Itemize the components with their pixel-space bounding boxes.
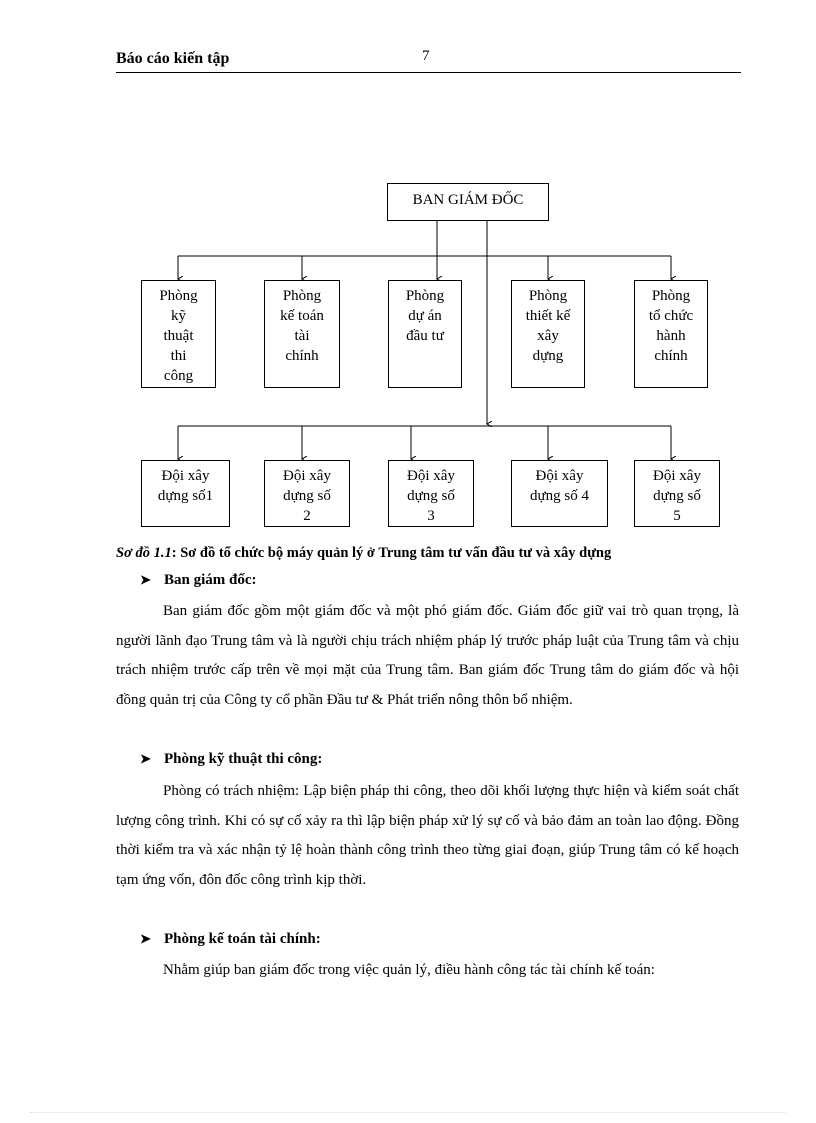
section-paragraph-construction-engineering: Phòng có trách nhiệm: Lập biện pháp thi công, theo dõi khối lượng thực hiện và kiểm soát chất lượng công trình. Khi có sự cố xảy ra thì lập biện pháp xử lý sự cố và bảo đảm an toàn lao động. Đồng thời kiểm tra và xác nhận tỷ lệ hoàn thành công trình theo từng giai đoạn, giúp Trung tâm có kế hoạch tạm ứng vốn, đôn đốc công trình kịp thời. — [116, 783, 739, 888]
team-box-4: Đội xây dựng số 4 — [511, 460, 608, 527]
dept-box-investment-projects: Phòng dự án đầu tư — [388, 280, 462, 388]
dept-box-finance-accounting: Phòng kế toán tài chính — [264, 280, 340, 388]
dept-box-construction-engineering: Phòng kỹ thuật thi công — [141, 280, 216, 388]
page-number: 7 — [422, 48, 430, 64]
board-of-directors-box: BAN GIÁM ĐỐC — [387, 183, 549, 221]
section-heading-finance-accounting: ➤ Phòng kế toán tài chính: — [140, 931, 321, 947]
caption-text: : Sơ đồ tổ chức bộ máy quản lý ở Trung tâm tư vấn đầu tư và xây dựng — [171, 545, 612, 561]
caption-label: Sơ đồ 1.1 — [116, 545, 172, 561]
section-paragraph-board: Ban giám đốc gồm một giám đốc và một phó giám đốc. Giám đốc giữ vai trò quan trọng, là người lãnh đạo Trung tâm và là người chịu trách nhiệm pháp lý trước pháp luật của Trung tâm và chịu trách nhiệm trước cấp trên về mọi mặt của Trung tâm. Ban giám đốc Trung tâm do giám đốc và hội đồng quản trị của Công ty cổ phần Đầu tư & Phát triển nông thôn bổ nhiệm. — [116, 603, 739, 708]
figure-caption — [116, 545, 611, 562]
org-chart-connectors — [0, 0, 816, 540]
page-bottom-divider — [30, 1112, 786, 1113]
section-heading-board: ➤ Ban giám đốc: — [140, 572, 257, 588]
header-title: Báo cáo kiến tập — [116, 50, 230, 67]
section-heading-construction-engineering: ➤ Phòng kỹ thuật thi công: — [140, 751, 323, 767]
team-box-2: Đội xây dựng số 2 — [264, 460, 350, 527]
dept-box-design: Phòng thiết kế xây dựng — [511, 280, 585, 388]
arrowhead-bullet-icon: ➤ — [140, 572, 151, 587]
team-box-1: Đội xây dựng số1 — [141, 460, 230, 527]
section-paragraph-finance-accounting: Nhằm giúp ban giám đốc trong việc quản lý, điều hành công tác tài chính kế toán: — [163, 962, 655, 978]
arrowhead-bullet-icon: ➤ — [140, 751, 151, 766]
team-box-3: Đội xây dựng số 3 — [388, 460, 474, 527]
team-box-5: Đội xây dựng số 5 — [634, 460, 720, 527]
arrowhead-bullet-icon: ➤ — [140, 931, 151, 946]
dept-box-administration: Phòng tổ chức hành chính — [634, 280, 708, 388]
